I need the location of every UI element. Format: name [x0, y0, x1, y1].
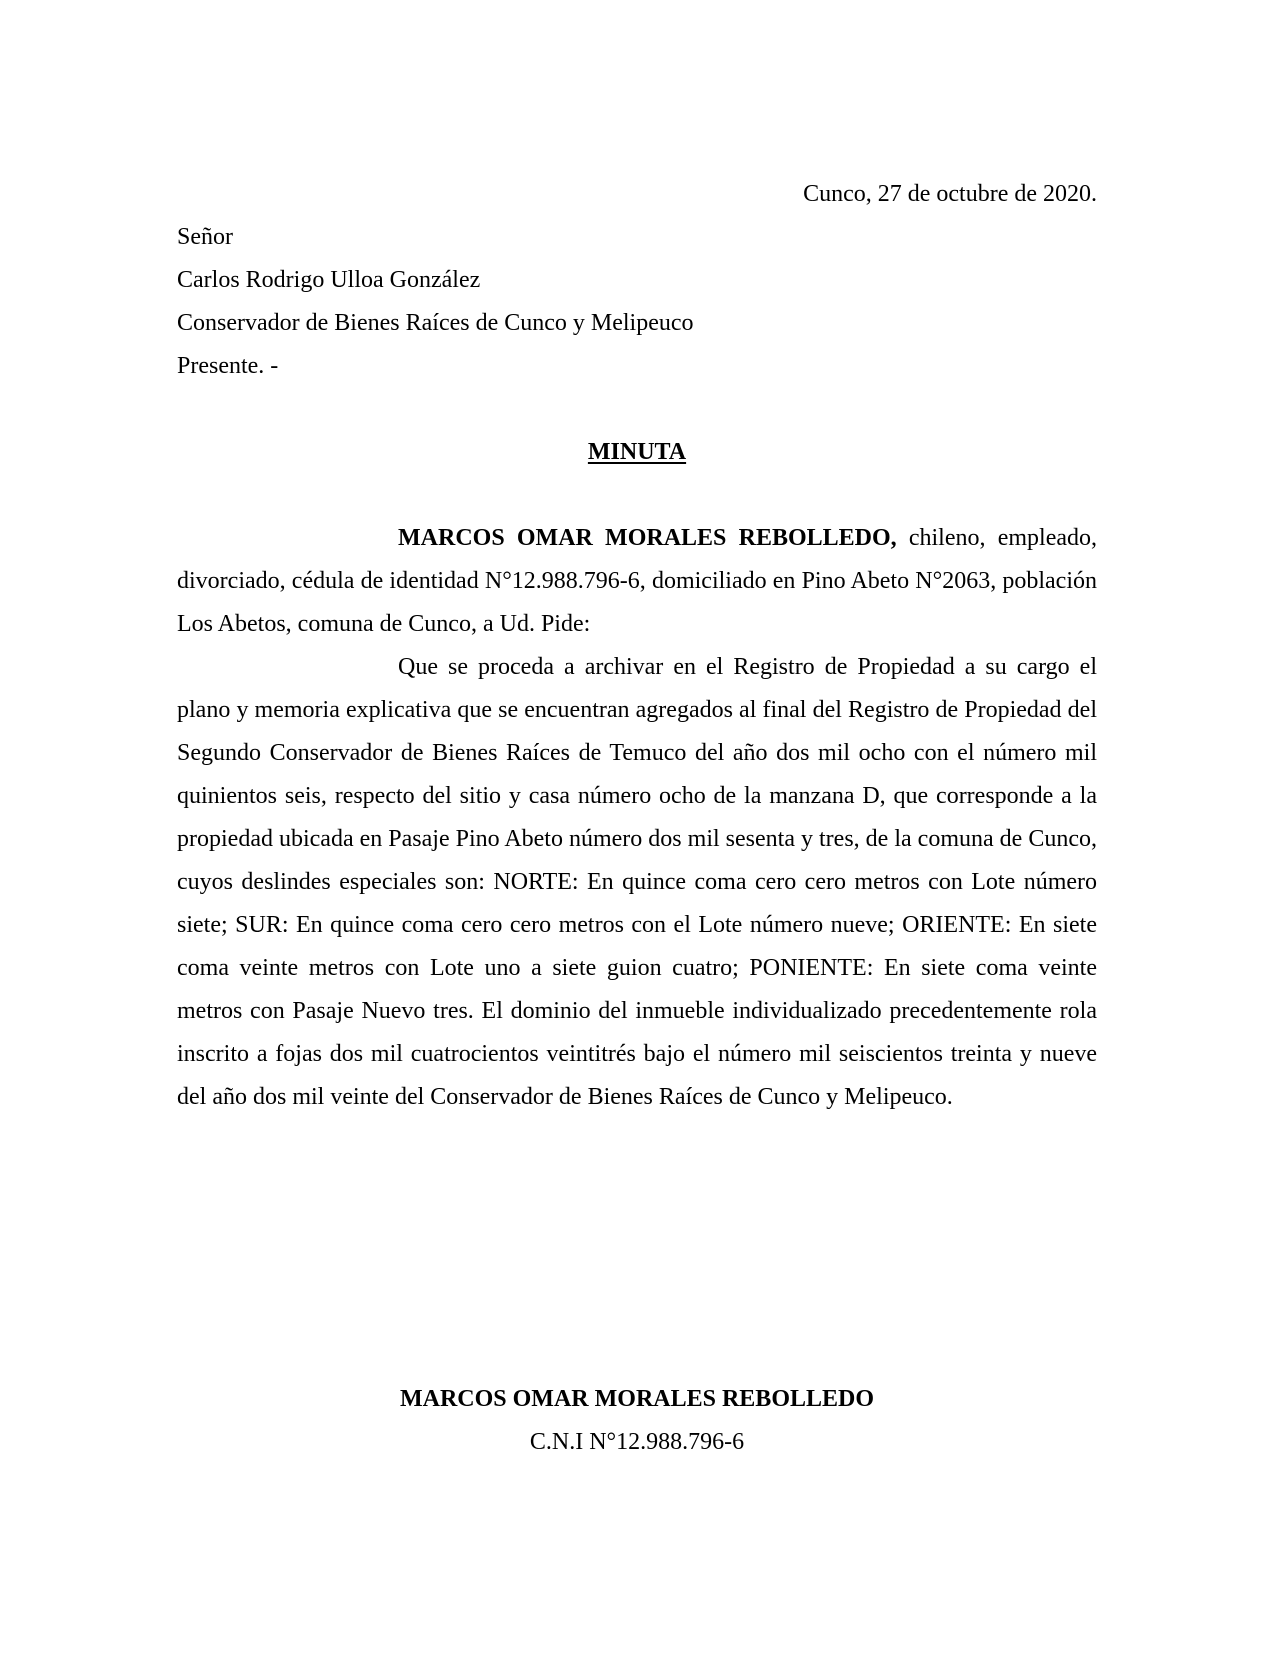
addressee-position: Conservador de Bienes Raíces de Cunco y Melipeuco — [177, 310, 694, 336]
petitioner-details: chileno, empleado, divorciado, cédula de identidad N°12.988.796-6, domiciliado en Pino Abeto N°2063, población Los Abetos, comuna de Cunco, a Ud. Pide: — [177, 525, 1097, 637]
signature-block — [177, 1378, 1097, 1464]
petitioner-name: MARCOS OMAR MORALES REBOLLEDO, — [398, 525, 897, 551]
document-title-wrap — [177, 431, 1097, 474]
signature-name: MARCOS OMAR MORALES REBOLLEDO — [399, 1386, 875, 1412]
signature-id: C.N.I N°12.988.796-6 — [529, 1429, 745, 1455]
date-line: Cunco, 27 de octubre de 2020. — [803, 181, 1097, 207]
addressee-closing: Presente. - — [177, 353, 279, 379]
document-body — [177, 517, 1097, 1119]
paragraph-request: Que se proceda a archivar en el Registro de Propiedad a su cargo el plano y memoria explicativa que se encuentran agregados al final del Registro de Propiedad del Segundo Conservador de Bienes Raíces de Temuco del año dos mil ocho con el número mil quinientos seis, respecto del sitio y casa número ocho de la manzana D, que corresponde a la propiedad ubicada en Pasaje Pino Abeto número dos mil sesenta y tres, de la comuna de Cunco, cuyos deslindes especiales son: NORTE: En quince coma cero cero metros con Lote número siete; SUR: En quince coma cero cero metros con el Lote número nueve; ORIENTE: En siete coma veinte metros con Lote uno a siete guion cuatro; PONIENTE: En siete coma veinte metros con Pasaje Nuevo tres. El dominio del inmueble individualizado precedentemente rola inscrito a fojas dos mil cuatrocientos veintitrés bajo el número mil seiscientos treinta y nueve del año dos mil veinte del Conservador de Bienes Raíces de Cunco y Melipeuco. — [177, 654, 1097, 1110]
document-title: MINUTA — [587, 439, 687, 465]
addressee-salutation: Señor — [177, 224, 233, 250]
addressee-block — [177, 216, 1097, 388]
addressee-name: Carlos Rodrigo Ulloa González — [177, 267, 481, 293]
paragraph-petitioner — [177, 517, 1097, 646]
